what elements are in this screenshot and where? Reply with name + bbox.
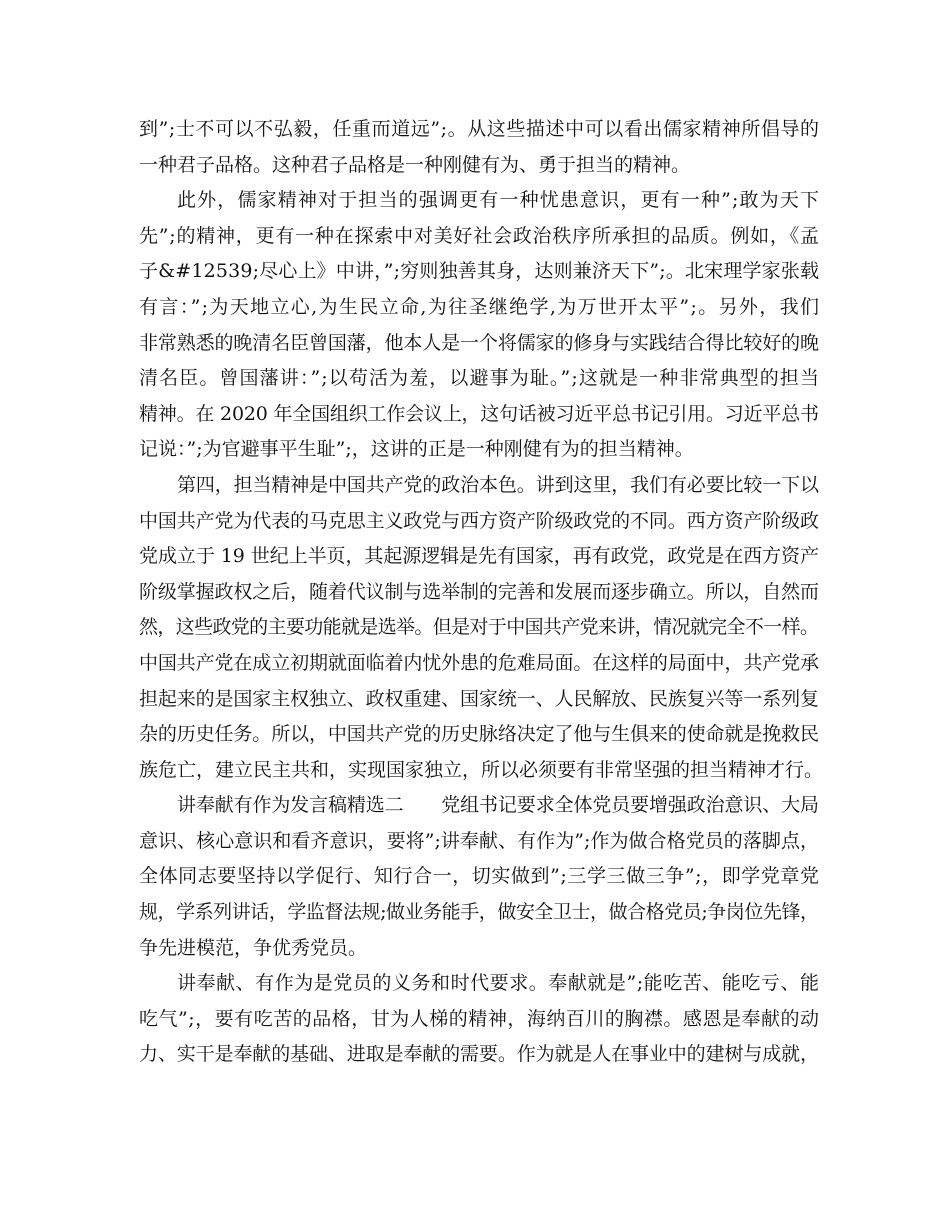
text-line: 意识、核心意识和看齐意识，要将”;讲奉献、有作为”;作为做合格党员的落脚点， — [139, 829, 820, 852]
text-line: 记说：”;为官避事平生耻”;，这讲的正是一种刚健有为的担当精神。 — [139, 438, 694, 461]
text-line: 党成立于 19 世纪上半页，其起源逻辑是先有国家，再有政党，政党是在西方资产 — [139, 545, 819, 568]
text-line: 杂的历史任务。所以，中国共产党的历史脉络决定了他与生俱来的使命就是挽救民 — [139, 723, 819, 746]
text-line: 规，学系列讲话，学监督法规;做业务能手，做安全卫士，做合格党员;争岗位先锋， — [139, 901, 819, 924]
text-line: 讲奉献有作为发言稿精选二 党组书记要求全体党员要增强政治意识、大局 — [177, 794, 819, 817]
text-line: 吃气”;，要有吃苦的品格，甘为人梯的精神，海纳百川的胸襟。感恩是奉献的动 — [139, 1007, 820, 1030]
text-line: 子&#12539;尽心上》中讲，”;穷则独善其身，达则兼济天下”;。北宋理学家张载 — [139, 260, 820, 283]
text-line: 阶级掌握政权之后，随着代议制与选举制的完善和发展而逐步确立。所以，自然而 — [139, 580, 819, 603]
text-line: 清名臣。曾国藩讲：”;以苟活为羞，以避事为耻。”;这就是一种非常典型的担当 — [139, 367, 821, 390]
text-line: 担起来的是国家主权独立、政权重建、国家统一、人民解放、民族复兴等一系列复 — [139, 687, 819, 710]
text-line: 全体同志要坚持以学促行、知行合一，切实做到”;三学三做三争”;，即学党章党 — [139, 865, 820, 888]
text-line: 到”;士不可以不弘毅，任重而道远”;。从这些描述中可以看出儒家精神所倡导的 — [139, 118, 820, 140]
text-line: 第四，担当精神是中国共产党的政治本色。讲到这里，我们有必要比较一下以 — [177, 473, 819, 496]
text-line: 精神。在 2020 年全国组织工作会议上，这句话被习近平总书记引用。习近平总书 — [139, 402, 819, 425]
text-line: 有言：”;为天地立心,为生民立命,为往圣继绝学,为万世开太平”;。另外，我们 — [139, 295, 821, 318]
text-line: 中国共产党为代表的马克思主义政党与西方资产阶级政党的不同。西方资产阶级政 — [139, 509, 819, 532]
text-line: 然，这些政党的主要功能就是选举。但是对于中国共产党来讲，情况就完全不一样。 — [139, 616, 819, 639]
text-line: 力、实干是奉献的基础、进取是奉献的需要。作为就是人在事业中的建树与成就， — [139, 1043, 819, 1066]
text-line: 先”;的精神，更有一种在探索中对美好社会政治秩序所承担的品质。例如，《孟 — [139, 224, 820, 247]
text-line: 中国共产党在成立初期就面临着内忧外患的危难局面。在这样的局面中，共产党承 — [139, 651, 819, 674]
document-body — [139, 112, 824, 1073]
text-line: 此外，儒家精神对于担当的强调更有一种忧患意识，更有一种”;敢为天下 — [177, 189, 821, 212]
text-line: 一种君子品格。这种君子品格是一种刚健有为、勇于担当的精神。 — [139, 153, 691, 176]
text-line: 争先进模范，争优秀党员。 — [139, 936, 368, 959]
text-line: 族危亡，建立民主共和，实现国家独立，所以必须要有非常坚强的担当精神才行。 — [139, 758, 824, 781]
text-line: 非常熟悉的晚清名臣曾国藩，他本人是一个将儒家的修身与实践结合得比较好的晚 — [139, 331, 819, 354]
text-line: 讲奉献、有作为是党员的义务和时代要求。奉献就是”;能吃苦、能吃亏、能 — [177, 972, 820, 995]
